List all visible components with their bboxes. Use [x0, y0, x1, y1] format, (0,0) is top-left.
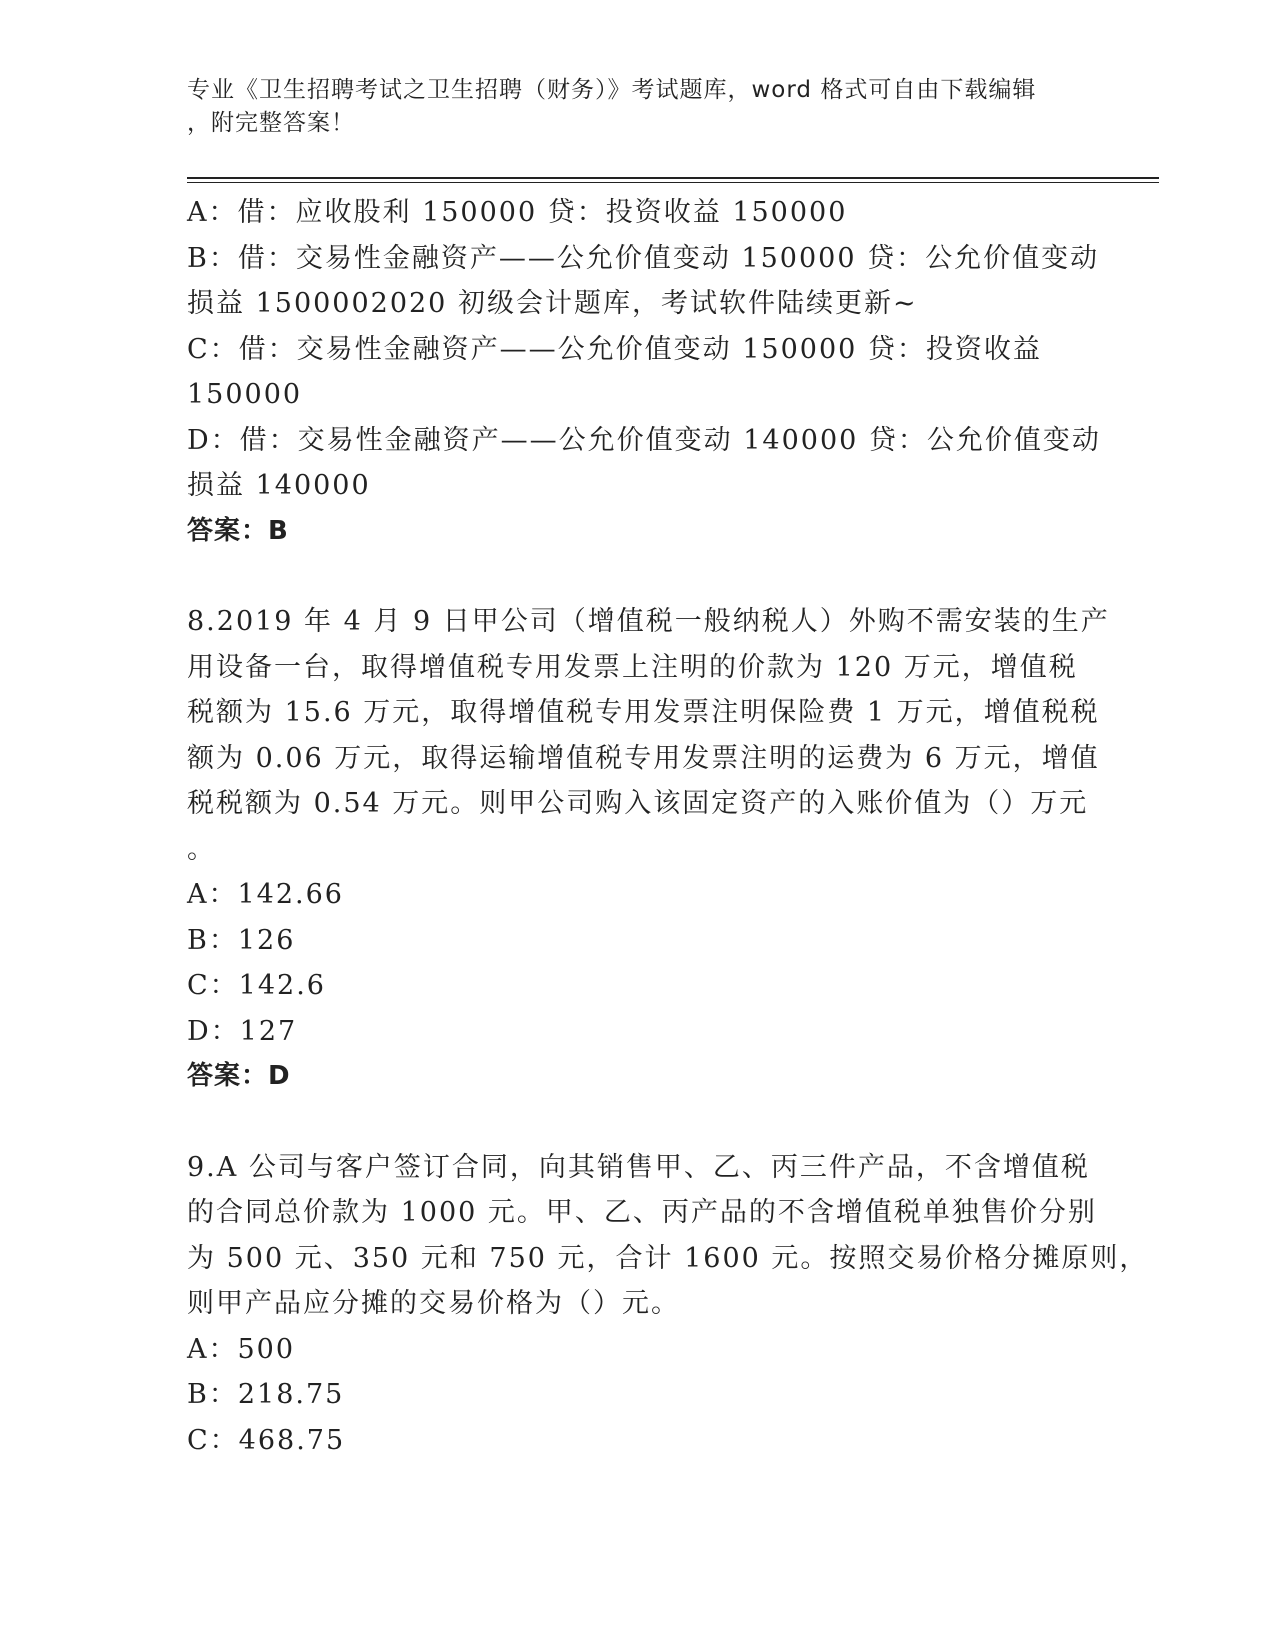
q7-answer: 答案：B [187, 515, 289, 546]
q8-stem-line: 8.2019 年 4 月 9 日甲公司（增值税一般纳税人）外购不需安装的生产 [187, 606, 1110, 637]
q7-option-d-line-1: D：借：交易性金融资产——公允价值变动 140000 贷：公允价值变动 [187, 424, 1101, 456]
q7-option-b-line-1: B：借：交易性金融资产——公允价值变动 150000 贷：公允价值变动 [187, 242, 1100, 274]
q9-option-c: C：468.75 [187, 1424, 346, 1456]
q9-option-b: B：218.75 [187, 1379, 345, 1410]
q8-option-c: C：142.6 [187, 970, 326, 1001]
q8-stem-line: 。 [187, 833, 216, 865]
q8-option-a: A：142.66 [187, 879, 344, 910]
q8-stem-line: 税额为 15.6 万元，取得增值税专用发票注明保险费 1 万元，增值税税 [187, 697, 1100, 728]
q7-option-c-line-1: C：借：交易性金融资产——公允价值变动 150000 贷：投资收益 [187, 333, 1042, 365]
question-7-options [187, 190, 1101, 554]
q9-stem-line: 9.A 公司与客户签订合同，向其销售甲、乙、丙三件产品，不含增值税 [187, 1151, 1090, 1183]
q8-option-d: D：127 [187, 1015, 298, 1047]
document-header [187, 74, 1067, 140]
q9-option-a: A：500 [187, 1333, 296, 1365]
header-line-1: 专业《卫生招聘考试之卫生招聘（财务）》考试题库，word 格式可自由下载编辑 [187, 77, 1037, 103]
header-line-2: ，附完整答案！ [187, 110, 355, 136]
q9-stem-line: 的合同总价款为 1000 元。甲、乙、丙产品的不含增值税单独售价分别 [187, 1197, 1097, 1228]
header-rule-thin [187, 182, 1159, 183]
q7-option-b-line-2: 损益 1500002020 初级会计题库，考试软件陆续更新~ [187, 288, 918, 319]
q8-option-b: B：126 [187, 924, 296, 956]
q8-stem-line: 额为 0.06 万元，取得运输增值税专用发票注明的运费为 6 万元，增值 [187, 742, 1100, 774]
question-8 [187, 599, 1110, 1100]
q8-stem-line: 用设备一台，取得增值税专用发票上注明的价款为 120 万元，增值税 [187, 651, 1078, 683]
header-rule-thick [187, 177, 1159, 179]
q7-option-c-line-2: 150000 [187, 379, 303, 410]
q9-stem-line: 则甲产品应分摊的交易价格为（）元。 [187, 1288, 680, 1319]
q7-option-d-line-2: 损益 140000 [187, 470, 371, 501]
q7-option-a: A：借：应收股利 150000 贷：投资收益 150000 [187, 197, 848, 228]
question-9 [187, 1145, 1149, 1464]
q9-stem-line: 为 500 元、350 元和 750 元，合计 1600 元。按照交易价格分摊原则， [187, 1242, 1149, 1274]
spacer [187, 554, 1087, 599]
spacer [187, 1100, 1087, 1145]
q8-stem-line: 税税额为 0.54 万元。则甲公司购入该固定资产的入账价值为（）万元 [187, 788, 1089, 819]
q8-answer: 答案：D [187, 1061, 291, 1091]
document-body [187, 190, 1149, 1463]
